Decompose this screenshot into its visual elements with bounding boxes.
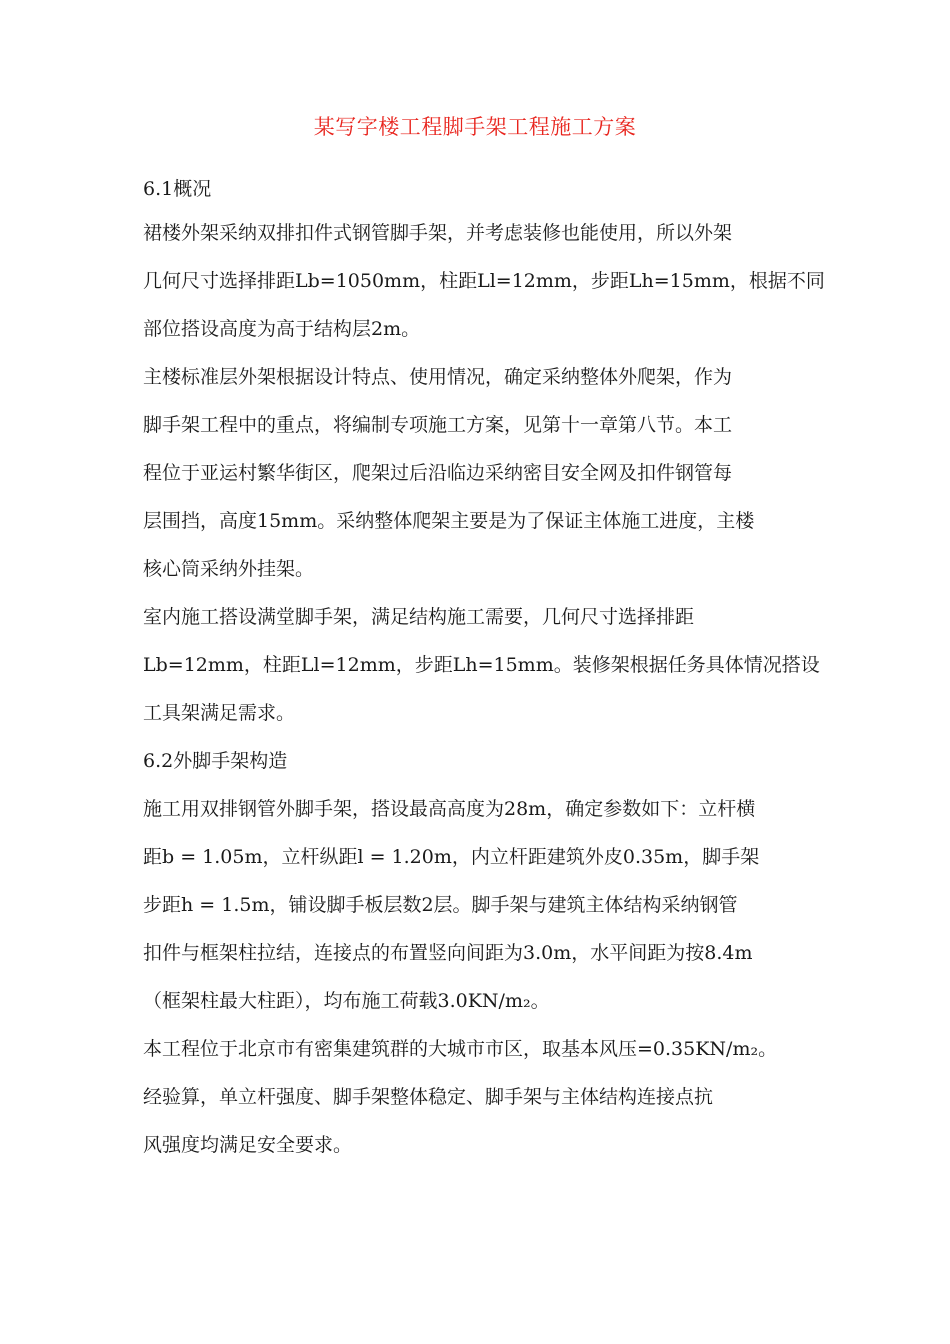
text-line: 经验算，单立杆强度、脚手架整体稳定、脚手架与主体结构连接点抗 [143, 1085, 714, 1108]
text-line: 本工程位于北京市有密集建筑群的大城市市区，取基本风压=0.35KN/m₂。 [143, 1037, 778, 1060]
section-heading: 6.2外脚手架构造 [143, 749, 288, 772]
text-line: 工具架满足需求。 [143, 701, 296, 724]
text-line: 风强度均满足安全要求。 [143, 1133, 353, 1156]
text-line: 核心筒采纳外挂架。 [143, 557, 315, 580]
text-line: 扣件与框架柱拉结，连接点的布置竖向间距为3.0m，水平间距为按8.4m [143, 941, 753, 964]
text-line: 裙楼外架采纳双排扣件式钢管脚手架，并考虑装修也能使用，所以外架 [143, 221, 733, 244]
text-line: 部位搭设高度为高于结构层2m。 [143, 317, 421, 340]
document-title: 某写字楼工程脚手架工程施工方案 [313, 115, 637, 139]
section-heading: 6.1概况 [143, 178, 212, 200]
text-line: 程位于亚运村繁华街区，爬架过后沿临边采纳密目安全网及扣件钢管每 [143, 461, 733, 484]
text-line: 步距h = 1.5m，铺设脚手板层数2层。脚手架与建筑主体结构采纳钢管 [143, 893, 738, 916]
text-line: 层围挡，高度15mm。采纳整体爬架主要是为了保证主体施工进度，主楼 [143, 509, 755, 532]
text-line: 室内施工搭设满堂脚手架，满足结构施工需要，几何尺寸选择排距 [143, 605, 695, 628]
text-line: 施工用双排钢管外脚手架，搭设最高高度为28m，确定参数如下：立杆横 [143, 797, 756, 820]
text-line: 主楼标准层外架根据设计特点、使用情况，确定采纳整体外爬架，作为 [143, 365, 733, 388]
text-line: 几何尺寸选择排距Lb=1050mm，柱距Ll=12mm，步距Lh=15mm，根据不同 [143, 269, 825, 292]
text-line: 脚手架工程中的重点，将编制专项施工方案，见第十一章第八节。本工 [143, 413, 733, 436]
text-line: Lb=12mm，柱距Ll=12mm，步距Lh=15mm。装修架根据任务具体情况搭设 [143, 653, 820, 676]
document-body [143, 172, 823, 1163]
text-line: 距b = 1.05m，立杆纵距l = 1.20m，内立杆距建筑外皮0.35m，脚手架 [143, 845, 760, 868]
text-line: （框架柱最大柱距），均布施工荷载3.0KN/m₂。 [143, 989, 550, 1012]
